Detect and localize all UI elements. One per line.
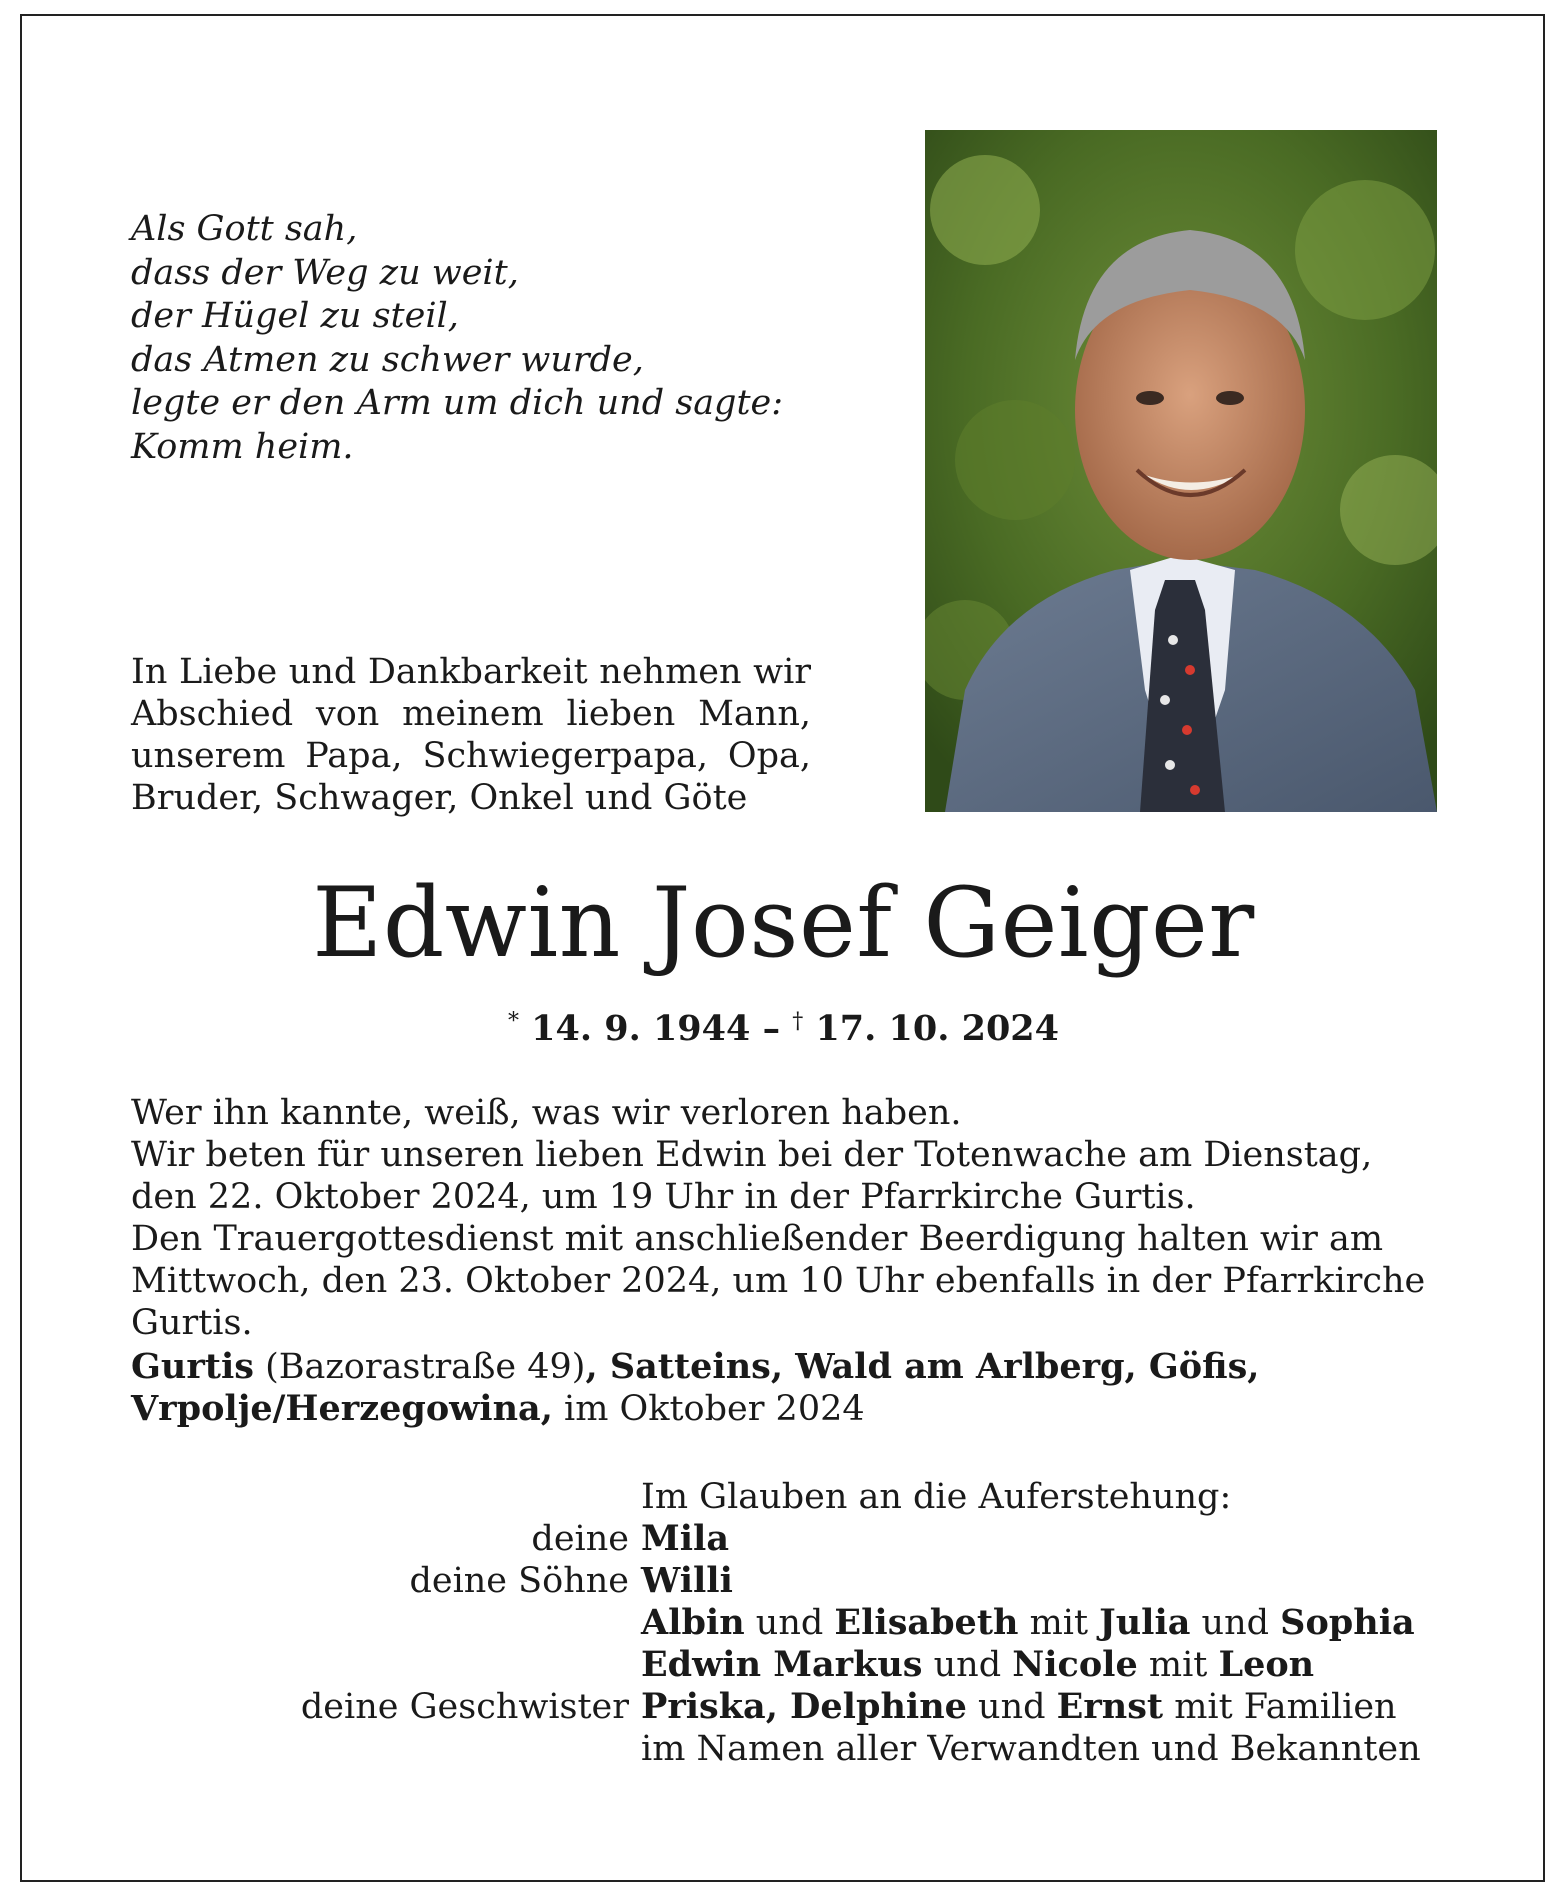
wife-name: Mila bbox=[641, 1518, 730, 1559]
announcement-body bbox=[131, 1092, 1437, 1344]
connector: mit bbox=[1018, 1603, 1100, 1643]
birth-symbol: * bbox=[507, 1009, 519, 1034]
connector: und bbox=[922, 1645, 1013, 1685]
body-paragraph: Wir beten für unseren lieben Edwin bei der Totenwache am Dienstag, den 22. Oktober 2024, um 19 Uhr in der Pfarrkirche Gurtis. bbox=[131, 1135, 1373, 1217]
places-line bbox=[131, 1346, 1437, 1430]
address: (Bazorastraße 49) bbox=[253, 1347, 586, 1387]
grandchild-name: Sophia bbox=[1280, 1602, 1415, 1643]
birth-date: 14. 9. 1944 bbox=[531, 1008, 751, 1049]
places-towns: , Satteins, Wald am Arlberg, Göfis, bbox=[585, 1346, 1260, 1387]
grandchild-name: Leon bbox=[1218, 1644, 1315, 1685]
sibling-names: Priska, Delphine bbox=[641, 1686, 967, 1727]
body-paragraph: Den Trauergottesdienst mit anschließender Beerdigung halten wir am Mittwoch, den 23. Oktober 2024, um 10 Uhr ebenfalls in der Pfarrkirche Gurtis. bbox=[131, 1219, 1426, 1343]
portrait-photo bbox=[925, 130, 1437, 812]
poem-line: dass der Weg zu weit, bbox=[131, 252, 519, 293]
connector: und bbox=[744, 1603, 835, 1643]
son-name: Edwin Markus bbox=[641, 1644, 923, 1685]
connector: mit bbox=[1137, 1645, 1219, 1685]
death-date: 17. 10. 2024 bbox=[815, 1008, 1060, 1049]
life-dates bbox=[0, 1000, 1567, 1051]
connector: und bbox=[1190, 1603, 1281, 1643]
connector: und bbox=[966, 1687, 1057, 1727]
faith-line: Im Glauben an die Auferstehung: bbox=[641, 1477, 1232, 1517]
partner-name: Nicole bbox=[1012, 1644, 1138, 1685]
poem-line: das Atmen zu schwer wurde, bbox=[131, 339, 644, 380]
signoff bbox=[0, 1476, 1567, 1770]
deceased-name: Edwin Josef Geiger bbox=[312, 867, 1255, 979]
poem bbox=[131, 208, 784, 469]
poem-line: Komm heim. bbox=[131, 426, 354, 467]
grandchild-name: Julia bbox=[1099, 1602, 1191, 1643]
place-vrpolje: Vrpolje/Herzegowina, bbox=[131, 1388, 553, 1429]
closing-line: im Namen aller Verwandten und Bekannten bbox=[641, 1729, 1421, 1769]
poem-line: Als Gott sah, bbox=[131, 209, 358, 249]
death-symbol: † bbox=[792, 1009, 804, 1034]
partner-name: Elisabeth bbox=[834, 1602, 1019, 1643]
date-separator: – bbox=[762, 1008, 781, 1049]
poem-line: legte er den Arm um dich und sagte: bbox=[131, 383, 784, 423]
sons-label: deine Söhne bbox=[409, 1561, 629, 1601]
intro-text: In Liebe und Dankbarkeit nehmen wir Abschied von meinem lieben Mann, unserem Papa, Schwiegerpapa, Opa, Bruder, Schwager, Onkel und Göte bbox=[131, 652, 811, 818]
families-text: mit Familien bbox=[1163, 1687, 1397, 1727]
wife-label: deine bbox=[531, 1519, 629, 1559]
siblings-label: deine Geschwister bbox=[300, 1687, 629, 1727]
place-gurtis: Gurtis bbox=[131, 1346, 254, 1387]
place-date: im Oktober 2024 bbox=[552, 1389, 865, 1429]
son-name: Willi bbox=[641, 1560, 733, 1601]
son-name: Albin bbox=[641, 1602, 745, 1643]
poem-line: der Hügel zu steil, bbox=[131, 296, 459, 336]
body-paragraph: Wer ihn kannte, weiß, was wir verloren haben. bbox=[131, 1093, 962, 1133]
sibling-name: Ernst bbox=[1056, 1686, 1164, 1727]
